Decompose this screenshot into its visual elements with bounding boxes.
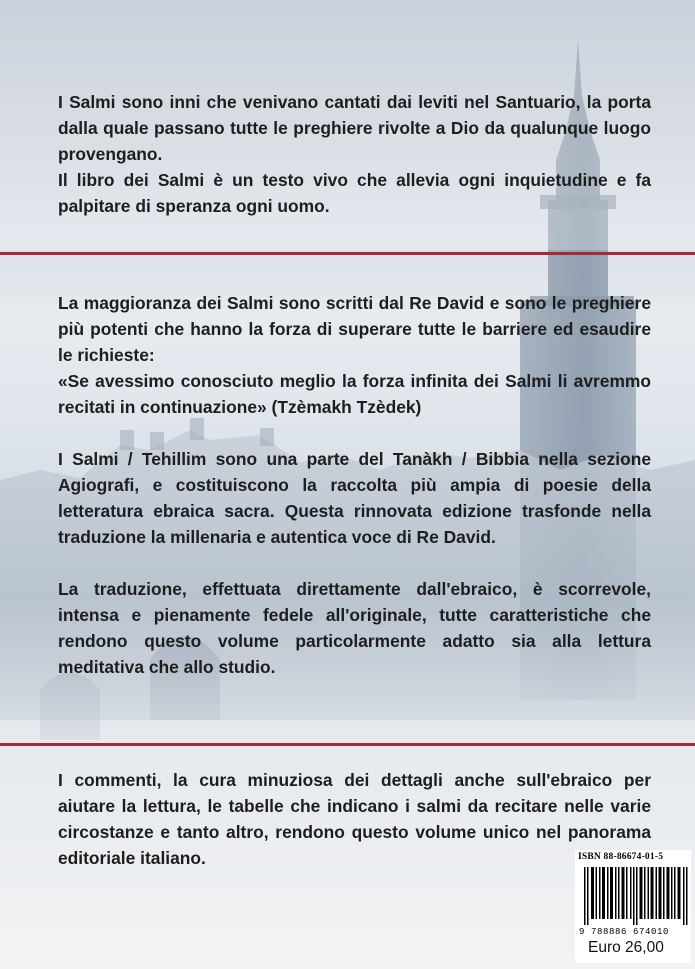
divider-line: [0, 743, 695, 746]
middle-block: [58, 290, 651, 680]
isbn-label: ISBN 88-86674-01-5: [578, 852, 664, 862]
closing-block: [58, 767, 651, 871]
intro-paragraph: I Salmi sono inni che venivano cantati dai leviti nel Santuario, la porta dalla quale passano tutte le preghiere rivolte a Dio da qualunque luogo provengano.: [58, 92, 651, 164]
closing-paragraph: I commenti, la cura minuziosa dei dettagli anche sull'ebraico per aiutare la lettura, le tabelle che indicano i salmi da recitare nelle varie circostanze e tanto altro, rendono questo volume unico nel panorama editoriale italiano.: [58, 770, 651, 868]
intro-block: [58, 89, 651, 219]
divider-line: [0, 252, 695, 255]
body-paragraph: I Salmi / Tehillim sono una parte del Tanàkh / Bibbia nella sezione Agiografi, e costituiscono la raccolta più ampia di poesie della letteratura ebraica sacra. Questa rinnovata edizione trasfonde nella traduzione la millenaria e autentica voce di Re David.: [58, 449, 651, 547]
barcode-digits: 9 788886 674010: [579, 927, 670, 937]
barcode-icon: [584, 867, 688, 925]
price-label: Euro 26,00: [588, 939, 664, 956]
intro-paragraph: Il libro dei Salmi è un testo vivo che allevia ogni inquietudine e fa palpitare di speranza ogni uomo.: [58, 170, 651, 216]
body-paragraph: La maggioranza dei Salmi sono scritti dal Re David e sono le preghiere più potenti che hanno la forza di superare tutte le barriere ed esaudire le richieste:: [58, 293, 651, 365]
quote-paragraph: «Se avessimo conosciuto meglio la forza infinita dei Salmi li avremmo recitati in continuazione» (Tzèmakh Tzèdek): [58, 371, 651, 417]
body-paragraph: La traduzione, effettuata direttamente dall'ebraico, è scorrevole, intensa e pienamente fedele all'originale, tutte caratteristiche che rendono questo volume particolarmente adatto sia alla lettura meditativa che allo studio.: [58, 579, 651, 677]
